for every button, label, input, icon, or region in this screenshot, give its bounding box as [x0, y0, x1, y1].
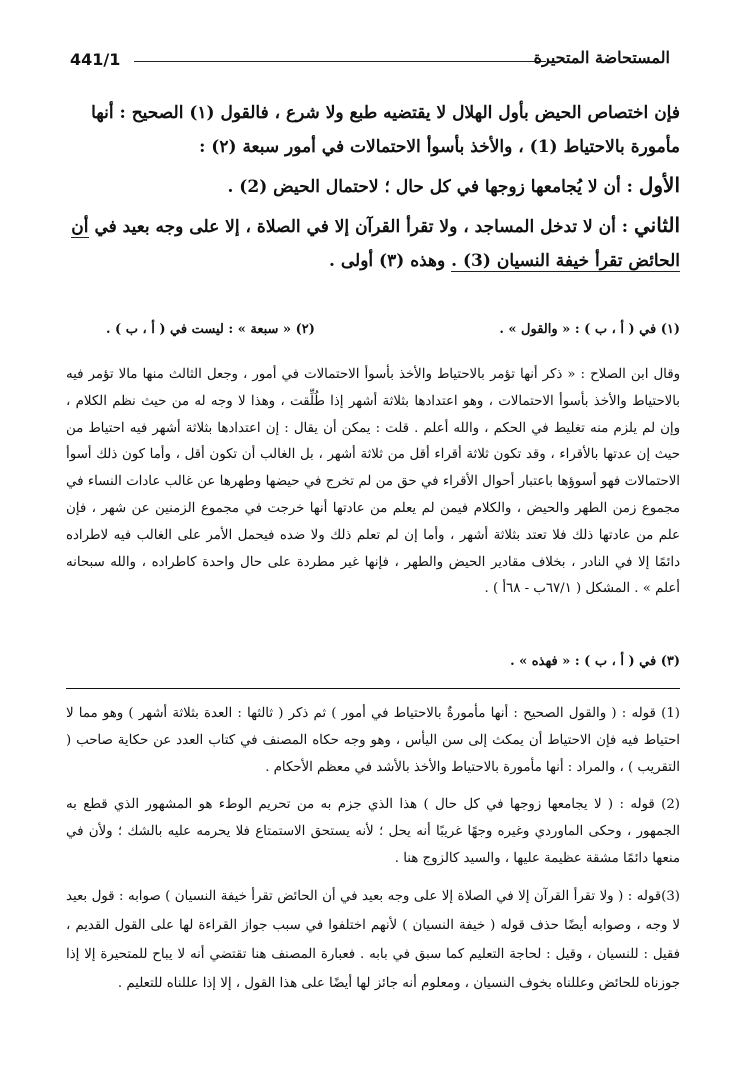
- variant-note-3: (٣) في ( أ ، ب ) : « فهذه » .: [510, 654, 680, 669]
- footnote-1: (1) قوله : ( والقول الصحيح : أنها مأمورةٌ بالاحتياط في أمور ) ثم ذكر ( ثالثها : العدة بثلاثة أشهر ) وهو مما لا احتياط فيه فإن الاحتياط أن يمكث إلى سن اليأس ، وهو وجه حكاه المصنف في كتاب العدد عن حكاية صاحب ( التقريب ) ، والمراد : أنها مأمورة بالاحتياط والأخذ بالأشد في معظم الأحكام .: [66, 706, 680, 775]
- second-item-label: الثاني: [633, 213, 680, 237]
- commentary-paragraph: وقال ابن الصلاح : « ذكر أنها تؤمر بالاحتياط والأخذ بأسوأ الاحتمالات في أمور ، وجعل الثالث منها مالا تؤمر فيه بالاحتياط والأخذ بأسوأ الاحتمالات ، وهو اعتدادها بثلاثة أشهر إذا طُلِّقت ، وهذا لا وجه له من حيث نظم الكلام ، وإن لم يلزم منه تغليط في الحكم ، والله أعلم . قلت : يمكن أن يقال : إن اعتدادها بثلاثة أشهر فيه احتياط من حيث إن عدتها بالأقراء ، وقد تكون ثلاثة أقراء أقل من ثلاثة أشهر ، بل الغالب أن تكون أقل ، وأما كون ذلك أسوأ الاحتمالات فهو أسوؤها باعتبار أحوال الأقراء في حق من لم تخرج في حيضها وطهرها عن غالب عادات النساء في مجموع زمن الطهر والحيض ، والكلام فيمن لم يعلم من عادتها أنها خرجت في مجموع الزمنين عن شهر ، فإن علم من عادتها ذلك فلا تعتد بثلاثة أشهر ، وأما إن لم تعلم ذلك ولا ضده فيحمل الأمر على الغالب فيه لاطراده دائمًا إلا في النادر ، بخلاف مقادير الحيض والطهر ، فإنها غير مطردة على حال واحدة كاطراده ، والله سبحانه أعلم » . المشكل ( ٦٧/١ب - ٦٨أ ) .: [66, 367, 680, 597]
- main-text: [66, 96, 680, 278]
- page-header: [70, 50, 670, 74]
- page-number: 441/1: [70, 50, 121, 69]
- main-paragraph-1: فإن اختصاص الحيض بأول الهلال لا يقتضيه طبع ولا شرع ، فالقول (١) الصحيح : أنها مأمورة بالاحتياط (1) ، والأخذ بأسوأ الاحتمالات في أمور سبعة (٢) :: [91, 103, 680, 157]
- main-paragraph-2: [66, 168, 680, 204]
- chapter-title: المستحاضة المتحيرة: [533, 48, 670, 67]
- variant-notes: [66, 322, 680, 337]
- footnote-3: (3)قوله : ( ولا تقرأ القرآن إلا في الصلاة إلا على وجه بعيد في أن الحائض تقرأ خيفة النسيان ) صوابه : قول بعيد لا وجه ، وصوابه أيضًا حذف قوله ( خيفة النسيان ) لأنهم اختلفوا في سبب جواز القراءة لها على القول القديم ، فقيل : للنسيان ، وقيل : لحاجة التعليم كما سبق في بابه . فعبارة المصنف هنا تقتضي أنه لا يباح للمتحيرة إلا إذا جوزناه للحائض وعللناه بخوف النسيان ، ومعلوم أنه جائز لها أيضًا على هذا القول ، إلا إذا عللناه للتعليم .: [66, 889, 680, 991]
- second-item-text-c: وهذه (٣) أولى .: [329, 251, 446, 271]
- footnotes-divider: [66, 688, 680, 689]
- first-item-text: : أن لا يُجامعها زوجها في كل حال ؛ لاحتمال الحيض (2) .: [227, 177, 633, 197]
- header-rule: [134, 61, 546, 62]
- main-paragraph-3: [66, 208, 680, 278]
- editor-commentary: [66, 362, 680, 603]
- footnote-2: (2) قوله : ( لا يجامعها زوجها في كل حال ) هذا الذي جزم به من تحريم الوطء هو المشهور الذي قطع به الجمهور ، وحكى الماوردي وغيره وجهًا غريبًا أنه يحل ؛ لأنه يستحق الاستمتاع فلا يحرمه عليه بالشك ؛ ولأن في منعها دائمًا مشقة عظيمة عليها ، والسيد كالزوج هنا .: [66, 797, 680, 866]
- second-item-text-a: : أن لا تدخل المساجد ، ولا تقرأ القرآن إلا في الصلاة ، إلا على وجه بعيد في: [94, 217, 629, 237]
- variant-note-2: (٢) « سبعة » : ليست في ( أ ، ب ) .: [106, 322, 315, 337]
- second-item-text-b: أن الحائض تقرأ خيفة النسيان (3) .: [71, 217, 680, 271]
- variant-note-1: (١) في ( أ ، ب ) : « والقول » .: [499, 322, 680, 337]
- footnotes: [66, 700, 680, 1008]
- first-item-label: الأول: [638, 173, 680, 197]
